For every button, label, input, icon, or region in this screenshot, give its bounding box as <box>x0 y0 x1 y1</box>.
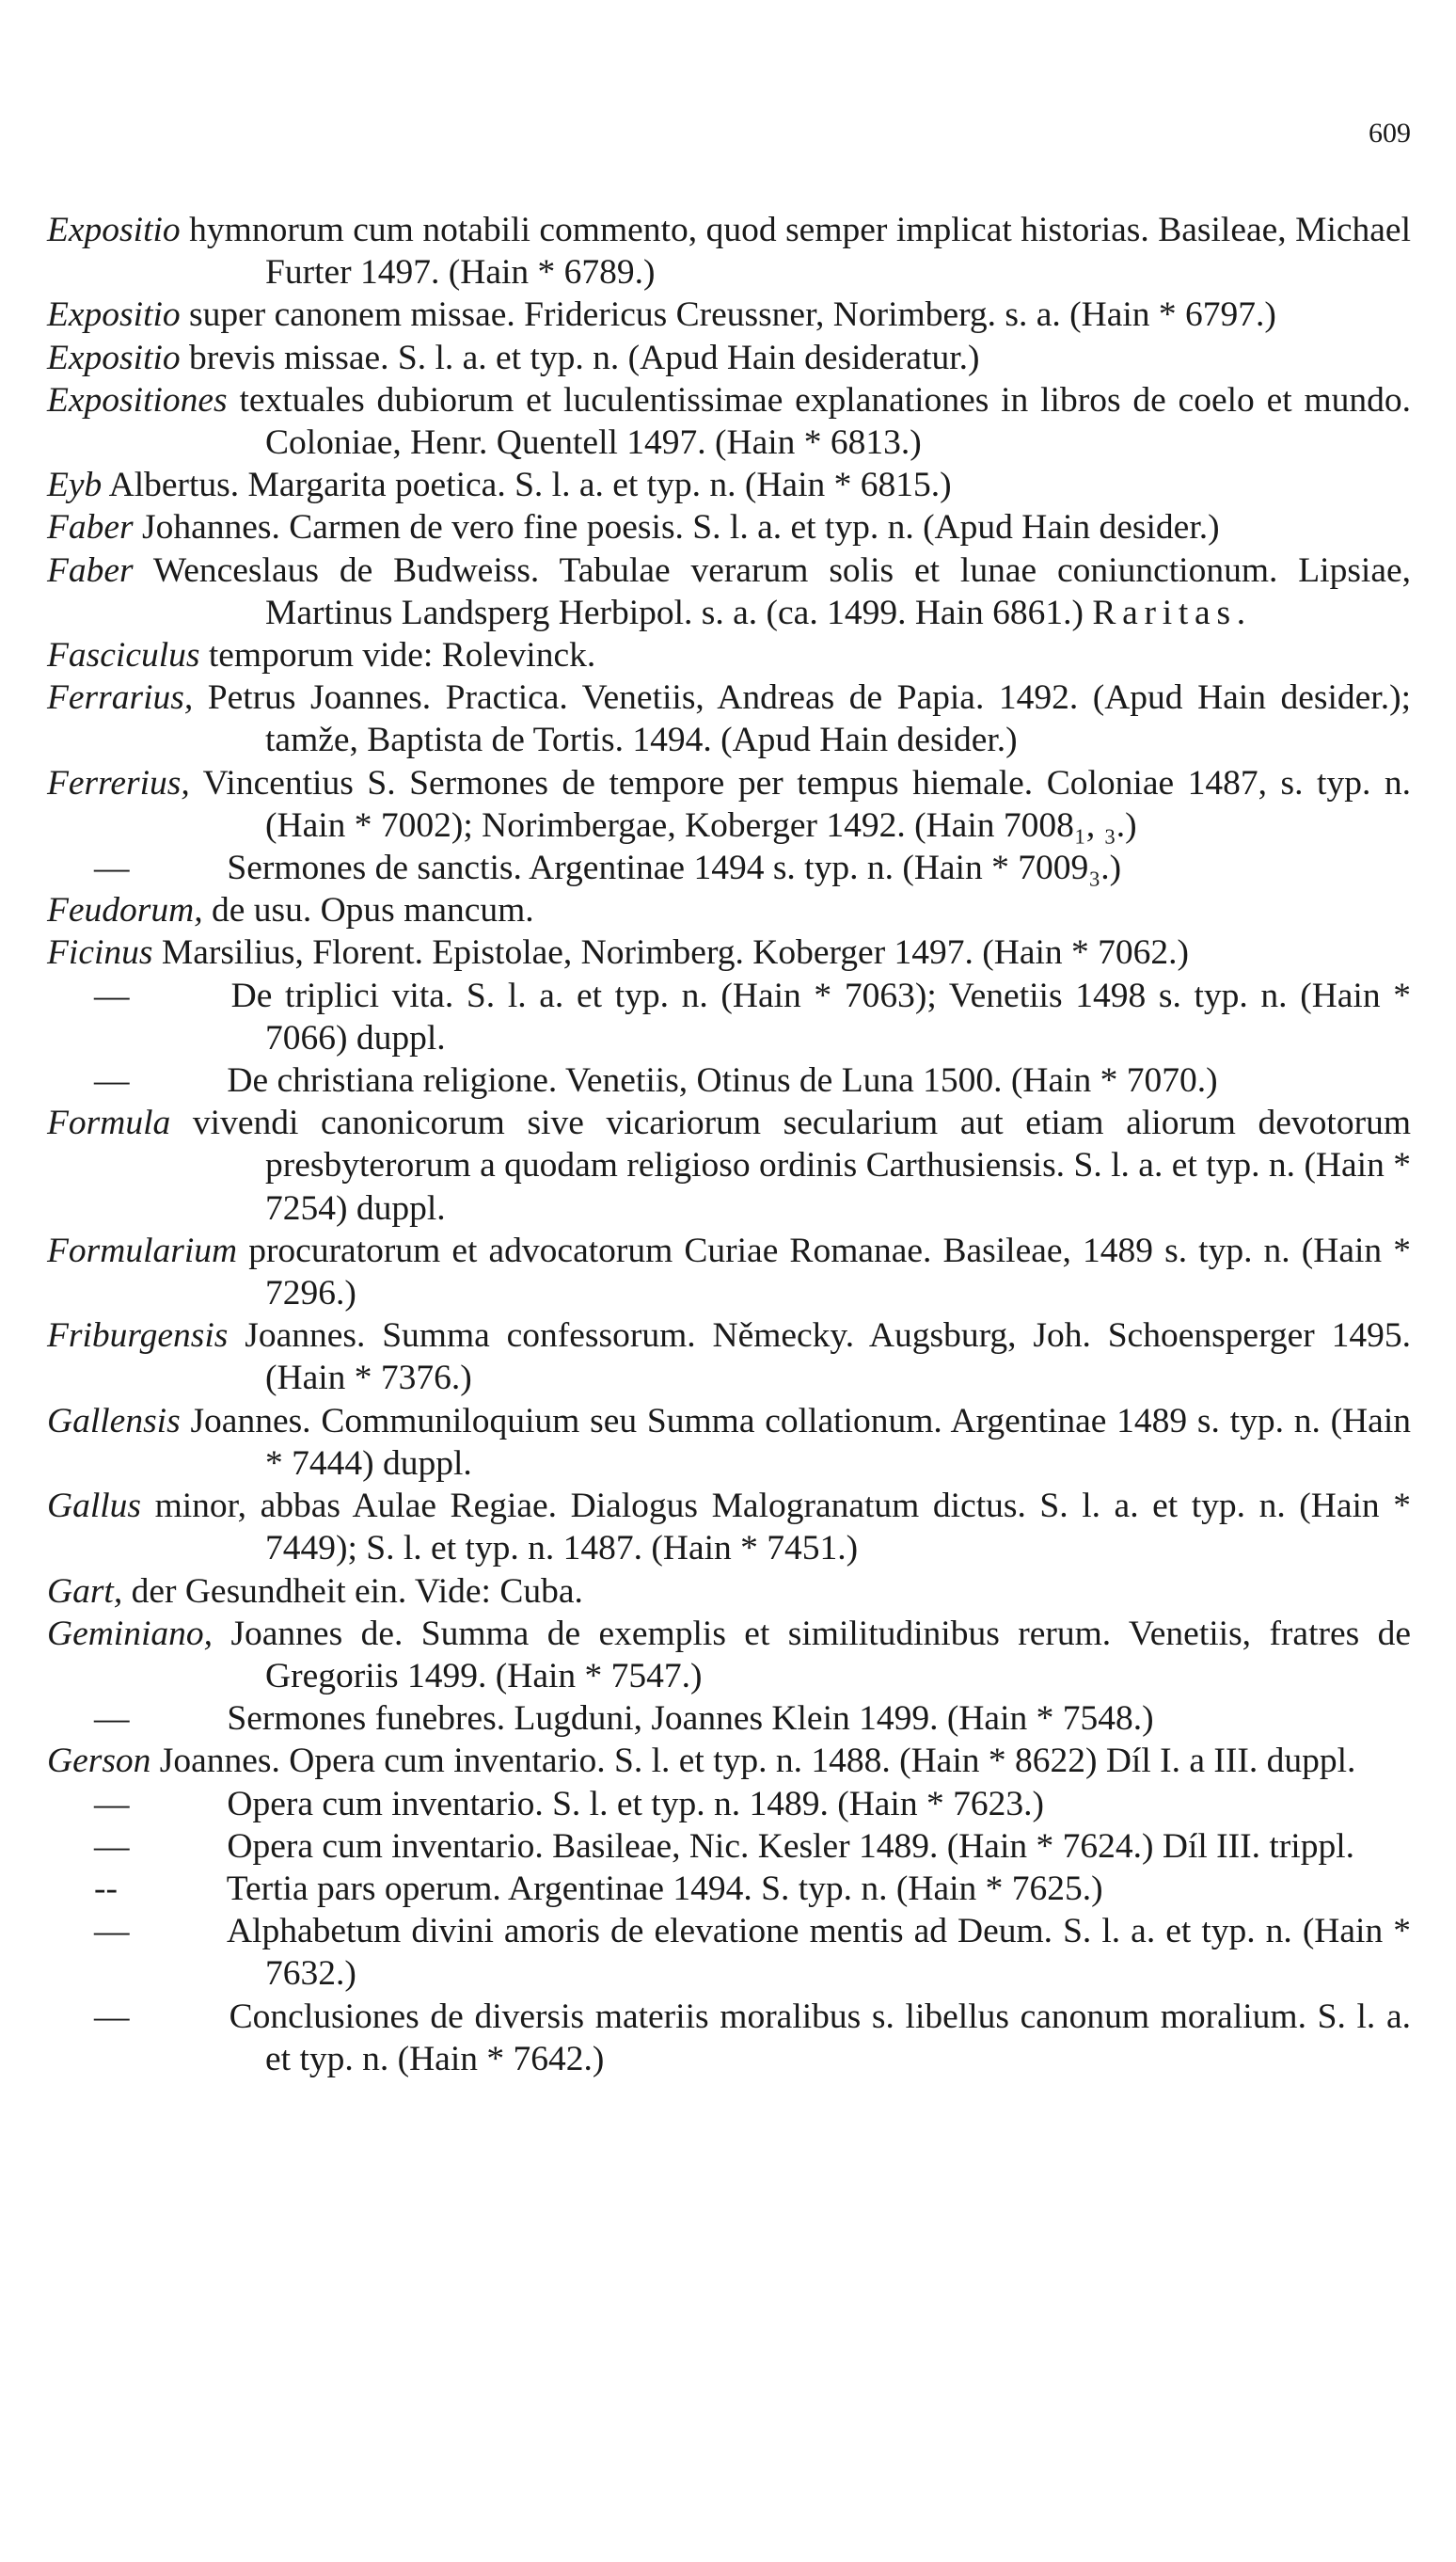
catalog-subentry <box>47 1910 1411 1995</box>
catalog-entry <box>47 1400 1411 1485</box>
catalog-subentry <box>47 1996 1411 2080</box>
entry-text: De triplici vita. S. l. a. et typ. n. (Hain * 7063); Venetiis 1498 s. typ. n. (Hain * 7066) duppl. <box>230 976 1411 1058</box>
catalog-entry <box>47 209 1411 294</box>
entry-headword: Feudorum, <box>47 891 203 931</box>
entry-headword: Formula <box>47 1104 171 1143</box>
ditto-dash: — <box>94 1061 130 1101</box>
catalog-entry <box>47 294 1411 336</box>
entry-headword: Expositio <box>47 211 181 249</box>
entry-text: de usu. Opus mancum. <box>211 891 534 931</box>
entry-headword: Formularium <box>47 1231 238 1270</box>
ditto-dash: — <box>94 1912 130 1951</box>
entry-text: Joannes. Summa confessorum. Německy. Augsburg, Joh. Schoensperger 1495. (Hain * 7376.) <box>245 1316 1412 1398</box>
catalog-entry <box>47 1230 1411 1314</box>
entry-text: hymnorum cum notabili commento, quod semper implicat historias. Basileae, Michael Furter 1497. (Hain * 6789.) <box>189 211 1411 293</box>
catalog-subentry <box>47 1783 1411 1825</box>
entry-text: procuratorum et advocatorum Curiae Romanae. Basileae, 1489 s. typ. n. (Hain * 7296.) <box>248 1231 1411 1313</box>
entry-text: Marsilius, Florent. Epistolae, Norimberg. Koberger 1497. (Hain * 7062.) <box>161 933 1190 973</box>
catalog-entry <box>47 506 1411 549</box>
ditto-dash: — <box>94 976 130 1015</box>
catalog-subentry <box>47 1825 1411 1868</box>
entry-text: Albertus. Margarita poetica. S. l. a. et typ. n. (Hain * 6815.) <box>108 466 952 505</box>
entry-headword: Ferrerius, <box>47 763 190 803</box>
entry-text: Opera cum inventario. S. l. et typ. n. 1489. (Hain * 7623.) <box>227 1784 1044 1823</box>
entry-headword: Friburgensis <box>47 1316 229 1356</box>
entry-headword: Geminiano, <box>47 1614 214 1653</box>
ditto-dash: — <box>94 849 130 888</box>
catalog-entry <box>47 549 1411 634</box>
entry-headword: Expositiones <box>47 380 228 420</box>
entry-text: vivendi canonicorum sive vicariorum secularium aut etiam aliorum devotorum presbyterorum a quodam religioso ordinis Carthusiensis. S. l. a. et typ. n. (Hain * 7254) duppl. <box>192 1104 1412 1228</box>
catalog-subentry <box>47 1697 1411 1740</box>
entry-headword: Fasciculus <box>47 636 200 676</box>
catalog-entry <box>47 889 1411 931</box>
entry-text: Alphabetum divini amoris de elevatione mentis ad Deum. S. l. a. et typ. n. (Hain * 7632.) <box>226 1912 1411 1994</box>
entry-text: Sermones funebres. Lugduni, Joannes Klein 1499. (Hain * 7548.) <box>227 1699 1154 1739</box>
entry-headword: Faber <box>47 508 134 548</box>
catalog-entry <box>47 931 1411 974</box>
entry-text: minor, abbas Aulae Regiae. Dialogus Malogranatum dictus. S. l. a. et typ. n. (Hain * 7449); S. l. et typ. n. 1487. (Hain * 7451.) <box>154 1487 1411 1568</box>
entry-text: Conclusiones de diversis materiis moralibus s. libellus canonum moralium. S. l. a. et typ. n. (Hain * 7642.) <box>229 1997 1412 2078</box>
entry-text: Johannes. Carmen de vero fine poesis. S. l. a. et typ. n. (Apud Hain desider.) <box>142 508 1220 548</box>
catalog-entry <box>47 337 1411 379</box>
entry-text: Joannes de. Summa de exemplis et similitudinibus rerum. Venetiis, fratres de Gregoriis 1499. (Hain * 7547.) <box>230 1614 1412 1695</box>
entry-text: Sermones de sanctis. Argentinae 1494 s. typ. n. (Hain * 7009₃.) <box>227 849 1122 888</box>
catalog-entry <box>47 1740 1411 1782</box>
entry-headword: Expositio <box>47 295 181 335</box>
entry-headword: Gallensis <box>47 1401 181 1440</box>
entry-headword: Gerson <box>47 1742 151 1781</box>
catalog-subentry <box>47 1868 1411 1910</box>
catalog-entry <box>47 1102 1411 1230</box>
entry-text: super canonem missae. Fridericus Creussner, Norimberg. s. a. (Hain * 6797.) <box>189 295 1276 335</box>
entry-headword: Faber <box>47 550 134 590</box>
entry-text: Opera cum inventario. Basileae, Nic. Kesler 1489. (Hain * 7624.) Díl III. trippl. <box>227 1826 1354 1866</box>
catalog-entry <box>47 1314 1411 1399</box>
catalog-entry <box>47 1613 1411 1697</box>
ditto-dash: — <box>94 1699 130 1739</box>
catalog-subentry <box>47 847 1411 889</box>
entry-headword: Ferrarius, <box>47 678 194 718</box>
catalog-entry <box>47 1485 1411 1569</box>
entry-text: Wenceslaus de Budweiss. Tabulae verarum solis et lunae coniunctionum. Lipsiae, Martinus Landsperg Herbipol. s. a. (ca. 1499. Hain 6861.) <box>152 550 1411 632</box>
ditto-dash: — <box>94 1826 130 1866</box>
catalog-entry <box>47 762 1411 847</box>
catalog-subentry <box>47 975 1411 1059</box>
entry-note: Raritas. <box>1092 593 1252 632</box>
entry-headword: Ficinus <box>47 933 153 973</box>
catalog-entry <box>47 634 1411 676</box>
entry-headword: Gallus <box>47 1487 142 1526</box>
entry-headword: Eyb <box>47 466 103 505</box>
entry-text: Joannes. Communiloquium seu Summa collationum. Argentinae 1489 s. typ. n. (Hain * 7444) duppl. <box>190 1401 1411 1483</box>
ditto-dash: -- <box>94 1869 118 1908</box>
ditto-dash: — <box>94 1784 130 1823</box>
entry-text: textuales dubiorum et luculentissimae explanationes in libros de coelo et mundo. Coloniae, Henr. Quentell 1497. (Hain * 6813.) <box>239 380 1411 463</box>
entry-text: Vincentius S. Sermones de tempore per tempus hiemale. Coloniae 1487, s. typ. n. (Hain * 7002); Norimbergae, Koberger 1492. (Hain 7008₁, ₃.) <box>202 763 1411 845</box>
entry-text: De christiana religione. Venetiis, Otinus de Luna 1500. (Hain * 7070.) <box>227 1061 1218 1101</box>
catalog-subentry <box>47 1059 1411 1102</box>
entry-headword: Gart, <box>47 1571 123 1611</box>
entry-headword: Expositio <box>47 338 181 377</box>
entry-text: brevis missae. S. l. a. et typ. n. (Apud Hain desideratur.) <box>189 338 980 377</box>
entry-text: temporum vide: Rolevinck. <box>208 636 596 676</box>
entry-text: Tertia pars operum. Argentinae 1494. S. typ. n. (Hain * 7625.) <box>226 1869 1103 1908</box>
catalog-entry <box>47 379 1411 464</box>
ditto-dash: — <box>94 1997 130 2036</box>
entry-text: Petrus Joannes. Practica. Venetiis, Andreas de Papia. 1492. (Apud Hain desider.); tamže, Baptista de Tortis. 1494. (Apud Hain desider.) <box>207 678 1411 760</box>
catalog-entries <box>47 209 1411 2080</box>
catalog-entry <box>47 464 1411 506</box>
entry-text: der Gesundheit ein. Vide: Cuba. <box>131 1571 583 1611</box>
entry-text: Joannes. Opera cum inventario. S. l. et typ. n. 1488. (Hain * 8622) Díl I. a III. duppl. <box>159 1742 1356 1781</box>
catalog-entry <box>47 676 1411 761</box>
page-number: 609 <box>1369 118 1411 149</box>
catalog-entry <box>47 1570 1411 1613</box>
